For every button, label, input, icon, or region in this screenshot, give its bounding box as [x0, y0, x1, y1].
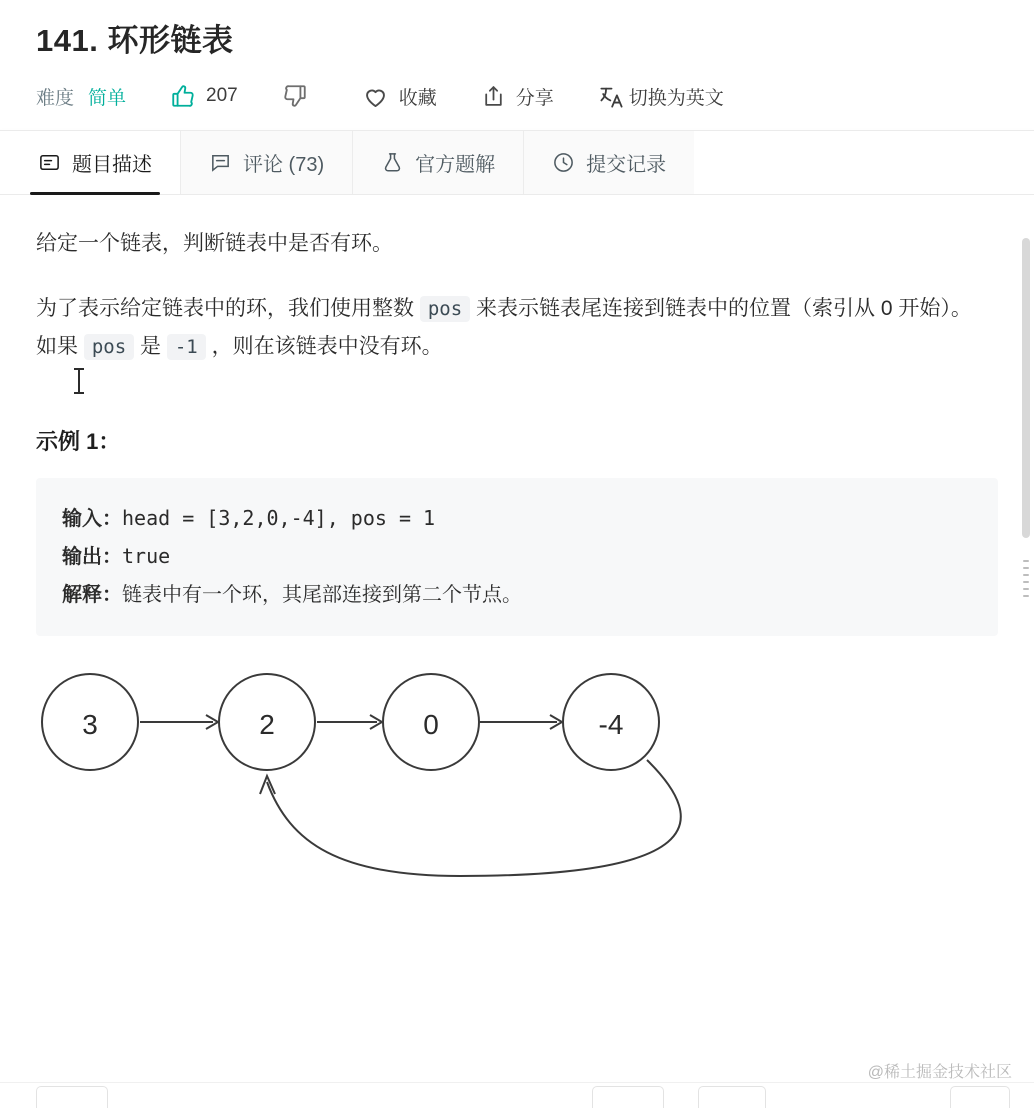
inline-code-pos-1: pos: [420, 296, 470, 322]
inline-code-pos-2: pos: [84, 334, 134, 360]
tab-label: 官方题解: [415, 153, 496, 176]
share-button[interactable]: [481, 83, 554, 110]
share-icon[interactable]: [481, 84, 506, 109]
thumbs-up-icon[interactable]: [170, 83, 196, 109]
tab-description[interactable]: [10, 131, 181, 194]
translate-label: 切换为英文: [628, 87, 724, 109]
favorite-button[interactable]: [362, 83, 437, 110]
node-label-2: 0: [423, 709, 439, 741]
paragraph-1: 给定一个链表，判断链表中是否有环。: [36, 231, 393, 255]
example-heading: 示例 1：: [36, 429, 121, 455]
node-label-3: -4: [598, 709, 624, 741]
node-label-1: 2: [259, 709, 275, 741]
bottom-button-1[interactable]: [36, 1086, 108, 1108]
problem-header: [0, 0, 1034, 130]
bottom-button-2[interactable]: [592, 1086, 664, 1108]
description-icon: [38, 151, 61, 174]
bottom-button-4[interactable]: [950, 1086, 1010, 1108]
dislike-button[interactable]: [282, 83, 318, 109]
solution-icon: [381, 151, 404, 174]
like-button[interactable]: [170, 83, 238, 109]
paragraph-2: [36, 290, 998, 368]
clock-icon: [552, 151, 575, 174]
bottom-toolbar: [0, 1082, 1034, 1108]
translate-icon[interactable]: [598, 83, 625, 110]
heart-icon[interactable]: [362, 83, 389, 110]
share-label: 分享: [515, 87, 554, 109]
example-output-value: true: [122, 544, 171, 569]
paragraph-2-text-2: 来表示链表尾连接到链表中的位置（索引从 0 开始）。 如果: [36, 296, 972, 359]
comment-icon: [209, 151, 232, 174]
linked-list-cycle-diagram: [40, 664, 998, 904]
like-count: 207: [206, 85, 238, 107]
watermark: @稀土掘金技术社区: [867, 1064, 1012, 1081]
tab-official-solution[interactable]: [353, 131, 524, 194]
tab-bar: [0, 131, 1034, 195]
example-input-value: head = [3,2,0,-4], pos = 1: [122, 506, 436, 531]
paragraph-2-text-4: ，则在该链表中没有环。: [205, 335, 443, 359]
bottom-button-3[interactable]: [698, 1086, 766, 1108]
tab-label: 评论 (73): [243, 153, 325, 176]
description-panel: [0, 195, 1034, 905]
example-explain-label: 解释：: [62, 584, 122, 607]
difficulty-label: 难度: [36, 87, 75, 109]
page-title: 141. 环形链表: [36, 23, 234, 58]
translate-button[interactable]: [598, 83, 724, 110]
vertical-scrollbar[interactable]: [1022, 238, 1030, 1058]
resize-grip-icon[interactable]: [1023, 560, 1029, 597]
example-output-label: 输出：: [62, 546, 122, 569]
example-code-block: [36, 478, 998, 636]
tab-submissions[interactable]: [524, 131, 694, 194]
difficulty: [36, 83, 126, 110]
node-label-0: 3: [82, 709, 98, 741]
text-caret: [78, 368, 80, 394]
favorite-label: 收藏: [398, 87, 437, 109]
tab-label: 题目描述: [72, 153, 152, 176]
example-input-label: 输入：: [62, 508, 122, 531]
difficulty-value[interactable]: 简单: [88, 87, 127, 109]
scrollbar-thumb[interactable]: [1022, 238, 1030, 538]
inline-code-minus-one: -1: [167, 334, 206, 360]
paragraph-2-text-3: 是: [134, 335, 167, 359]
thumbs-down-icon[interactable]: [282, 83, 308, 109]
example-explain-value: 链表中有一个环，其尾部连接到第二个节点。: [122, 582, 522, 607]
tab-comments[interactable]: [181, 131, 353, 194]
paragraph-2-text-1: 为了表示给定链表中的环，我们使用整数: [36, 296, 420, 320]
problem-meta-row: [36, 83, 998, 130]
tab-label: 提交记录: [586, 153, 667, 176]
